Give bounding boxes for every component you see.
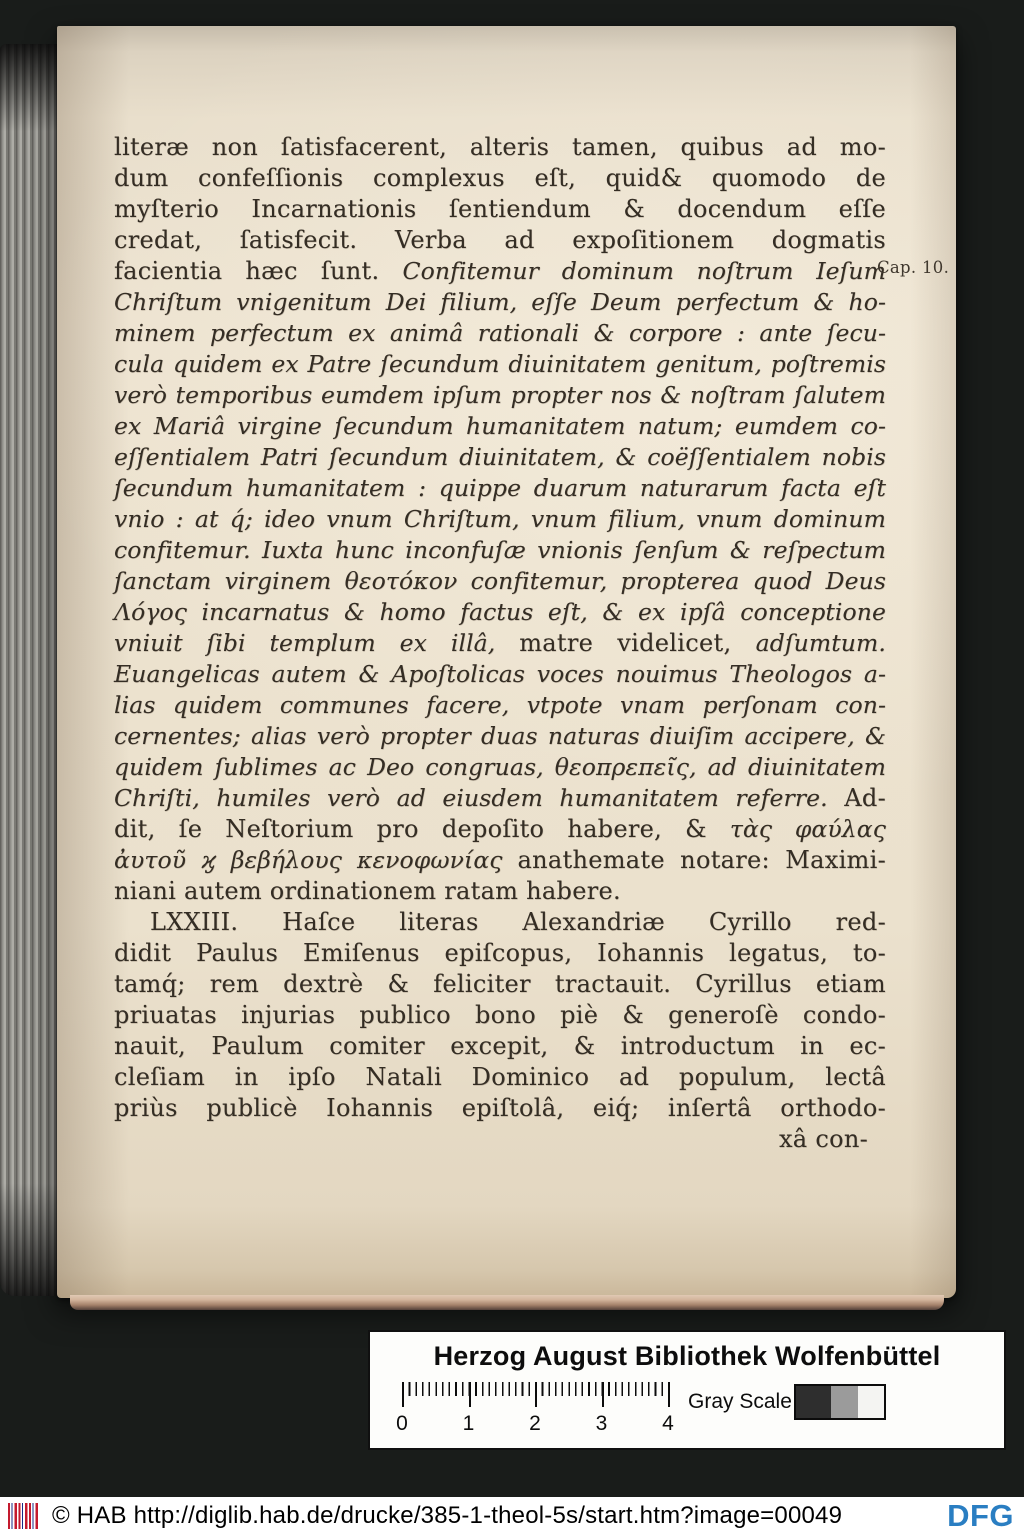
ruler-major-tick	[402, 1382, 404, 1407]
ruler-major-tick	[602, 1382, 604, 1407]
gray-patch	[796, 1386, 831, 1418]
text-segment: Ad-	[844, 784, 886, 812]
text-segment: vnio : at q́; ideo vnum Chriſtum, vnum filium, vnum dominum	[114, 505, 886, 533]
text-segment: quidem ſublimes ac Deo congruas,	[114, 753, 555, 781]
text-segment: dit, ſe Neſtorium pro depoſito habere, &	[114, 815, 730, 843]
text-block	[114, 132, 886, 1155]
text-line	[114, 380, 886, 411]
ruler-major-tick	[668, 1382, 670, 1407]
ruler-number: 0	[396, 1412, 408, 1435]
page-bottom-edge	[70, 1295, 944, 1310]
ruler-major-tick	[469, 1382, 471, 1407]
text-line	[114, 504, 886, 535]
text-line	[114, 907, 886, 938]
text-segment: nauit, Paulum comiter excepit, & introductum in ec-	[114, 1032, 886, 1060]
text-segment: priuatas injurias publico bono piè & generoſè condo-	[114, 1001, 886, 1029]
text-segment: cula quidem ex Patre ſecundum diuinitatem genitum, poſtremis	[114, 350, 886, 378]
text-segment: vniuit ſibi templum ex illâ,	[114, 629, 520, 657]
barcode-icon	[8, 1503, 38, 1529]
text-segment: eſſentialem Patri ſecundum diuinitatem, & coëſſentialem nobis	[114, 443, 886, 471]
text-line	[114, 845, 886, 876]
text-segment: niani autem ordinationem ratam habere.	[114, 877, 621, 905]
text-segment: Confitemur dominum noſtrum Ieſum	[402, 257, 886, 285]
text-segment: Λόγος	[114, 598, 187, 626]
ruler	[398, 1382, 698, 1444]
text-segment: confitemur, propterea quod Deus	[457, 567, 886, 595]
text-line	[114, 225, 886, 256]
library-label	[368, 1330, 1006, 1450]
text-line	[114, 318, 886, 349]
text-segment: myſterio Incarnationis ſentiendum & docendum eſſe	[114, 195, 886, 223]
text-segment: anathemate notare: Maximi-	[517, 846, 886, 874]
text-line	[114, 1093, 886, 1124]
text-line	[114, 473, 886, 504]
text-segment: cleſiam in ipſo Natali Dominico ad populum, lectâ	[114, 1063, 886, 1091]
text-segment: literæ non ſatisfacerent, alteris tamen, quibus ad mo-	[114, 133, 886, 161]
text-line	[114, 411, 886, 442]
gray-patch	[858, 1386, 884, 1418]
text-line	[114, 690, 886, 721]
text-line	[114, 969, 886, 1000]
text-segment: dum confeſſionis complexus eſt, quid& quomodo de	[114, 164, 886, 192]
text-segment: ad diuinitatem	[696, 753, 886, 781]
gray-scale-patches	[794, 1384, 886, 1420]
copyright-link[interactable]: © HAB http://diglib.hab.de/drucke/385-1-theol-5s/start.htm?image=00049	[52, 1501, 843, 1529]
margin-note: Cap. 10.	[877, 258, 950, 277]
gray-patch	[831, 1386, 857, 1418]
dfg-logo: DFG	[947, 1497, 1014, 1533]
text-segment: LXXIII. Haſce literas Alexandriæ Cyrillo red-	[150, 908, 886, 936]
ruler-number: 1	[462, 1412, 475, 1435]
text-line	[114, 132, 886, 163]
text-line	[114, 349, 886, 380]
footer-bar	[0, 1497, 1024, 1534]
text-line	[114, 194, 886, 225]
book-page	[57, 26, 956, 1298]
book-page-edges	[0, 44, 58, 1296]
text-segment: incarnatus & homo factus eſt, & ex ipſâ conceptione	[186, 598, 886, 626]
ruler-number: 4	[662, 1412, 674, 1435]
text-line	[114, 814, 886, 845]
text-segment: facientia hæc ſunt.	[114, 257, 403, 285]
ruler-number: 3	[595, 1412, 608, 1435]
text-segment: ſanctam virginem	[114, 567, 345, 595]
text-segment: priùs publicè Iohannis epiſtolâ, eiq́; inſertâ orthodo-	[114, 1094, 886, 1122]
text-line	[114, 566, 886, 597]
text-segment: credat, ſatisfecit. Verba ad expoſitionem dogmatis	[114, 226, 886, 254]
text-segment: xâ con-	[778, 1125, 868, 1153]
text-line	[114, 163, 886, 194]
text-line	[114, 1000, 886, 1031]
text-line	[114, 1062, 886, 1093]
text-line	[114, 659, 886, 690]
text-segment: verò temporibus eumdem ipſum propter nos & noſtram ſalutem	[114, 381, 886, 409]
library-name: Herzog August Bibliothek Wolfenbüttel	[433, 1341, 941, 1371]
text-segment: ἀυτοῦ ϗ βεβήλους κενοφωνίας	[114, 846, 518, 874]
text-segment: tamq́; rem dextrè & feliciter tractauit. Cyrillus etiam	[114, 970, 886, 998]
text-segment: lias quidem communes facere, vtpote vnam perſonam con-	[114, 691, 886, 719]
text-segment: Chriſti, humiles verò ad eiusdem humanitatem referre.	[114, 784, 845, 812]
gray-scale-label: Gray Scale	[688, 1390, 792, 1413]
text-segment: θεοτόκον	[344, 567, 458, 595]
text-segment: matre videlicet,	[519, 629, 756, 657]
text-segment: didit Paulus Emiſenus epiſcopus, Iohannis legatus, to-	[114, 939, 886, 967]
text-segment: cernentes; alias verò propter duas naturas diuiſim accipere, &	[114, 722, 886, 750]
text-segment: ex Mariâ virgine ſecundum humanitatem natum; eumdem co-	[114, 412, 886, 440]
text-line	[114, 1124, 886, 1155]
text-line	[114, 256, 886, 287]
text-line	[114, 876, 886, 907]
text-segment: τὰς φαύλας	[729, 815, 886, 843]
text-line	[114, 721, 886, 752]
text-line	[114, 442, 886, 473]
text-segment: adſumtum.	[755, 629, 886, 657]
text-segment: confitemur. Iuxta hunc inconfuſæ vnionis ſenſum & reſpectum	[114, 536, 886, 564]
text-line	[114, 783, 886, 814]
text-segment: Chriſtum vnigenitum Dei filium, eſſe Deum perfectum & ho-	[114, 288, 886, 316]
ruler-major-tick	[535, 1382, 537, 1407]
text-segment: Euangelicas autem & Apoſtolicas voces nouimus Theologos a-	[114, 660, 886, 688]
text-line	[114, 597, 886, 628]
text-line	[114, 535, 886, 566]
text-segment: ſecundum humanitatem : quippe duarum naturarum facta eſt	[114, 474, 886, 502]
text-line	[114, 938, 886, 969]
text-line	[114, 1031, 886, 1062]
text-segment: minem perfectum ex animâ rationali & corpore : ante ſecu-	[114, 319, 886, 347]
text-line	[114, 287, 886, 318]
ruler-number: 2	[529, 1412, 541, 1435]
text-line	[114, 752, 886, 783]
text-line	[114, 628, 886, 659]
text-segment: θεοπρεπεῖς,	[554, 753, 697, 781]
